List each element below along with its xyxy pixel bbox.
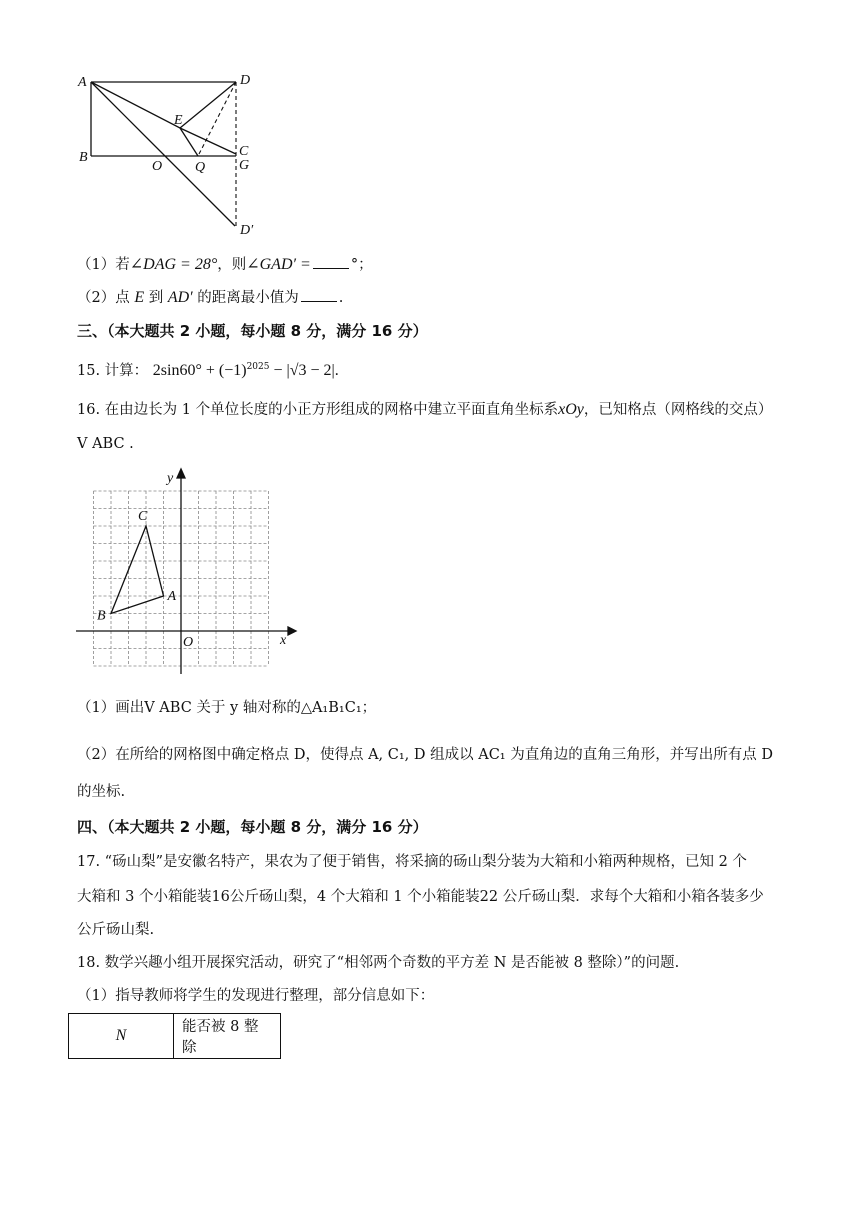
origin-label: O	[183, 635, 194, 650]
q14-angle-gad: ∠GAD′ =	[246, 256, 311, 273]
coordinate-grid-figure	[70, 466, 300, 676]
point-label-C: C	[138, 509, 148, 524]
q17-line1: 17. “砀山梨”是安徽名特产，果农为了便于销售，将采摘的砀山梨分装为大箱和小箱两种规格，已知 2 个	[77, 854, 747, 870]
point-label-B: B	[79, 150, 88, 165]
point-label-E: E	[174, 113, 183, 128]
table-row	[69, 1014, 281, 1059]
x-axis-label: x	[280, 633, 287, 648]
q16-text1-tail: ，已知格点（网格线的交点）	[583, 402, 773, 418]
answer-blank-2[interactable]	[301, 289, 337, 302]
q15-expression-tail: − |√3 − 2|.	[269, 361, 339, 379]
q14-p1-mid: ，则	[217, 257, 247, 273]
q16-line2: V ABC .	[77, 436, 134, 452]
q16-part1: （1）画出V ABC 关于 y 轴对称的△A₁B₁C₁；	[77, 700, 377, 716]
q15	[77, 357, 339, 381]
table-header-divisible: 能否被 8 整除	[174, 1014, 281, 1059]
q14-p2-prefix: （2）点	[77, 290, 130, 306]
q16-text1: 16. 在由边长为 1 个单位长度的小正方形组成的网格中建立平面直角坐标系	[77, 402, 559, 418]
q16-part2-line1: （2）在所给的网格图中确定格点 D，使得点 A, C₁, D 组成以 AC₁ 为直角边的直角三角形，并写出所有点 D	[77, 747, 773, 763]
point-label-A: A	[78, 75, 87, 90]
section-4-title: 四、（本大题共 2 小题，每小题 8 分，满分 16 分）	[77, 818, 428, 836]
q16-line1	[77, 400, 772, 420]
point-label-B: B	[97, 608, 106, 624]
q14-part1	[77, 255, 373, 275]
x-axis-arrow	[288, 627, 296, 635]
q14-p2-mid: 到	[148, 290, 164, 306]
q15-prefix: 15. 计算：	[77, 362, 149, 379]
q14-part2	[77, 288, 343, 308]
q14-p1-prefix: （1）若	[77, 257, 130, 273]
y-axis-arrow	[177, 469, 185, 478]
q16-part2-line2: 的坐标.	[77, 784, 126, 800]
triangle-abc	[111, 526, 164, 614]
q14-angle-dag: ∠DAG = 28°	[129, 256, 218, 273]
q15-exponent: 2025	[246, 362, 270, 372]
q14-p2-end: .	[338, 290, 344, 306]
q18-line2: （1）指导教师将学生的发现进行整理，部分信息如下：	[77, 988, 435, 1004]
q17-line3: 公斤砀山梨.	[77, 922, 155, 938]
q14-line-ad: AD′	[167, 289, 193, 306]
section-3-title: 三、（本大题共 2 小题，每小题 8 分，满分 16 分）	[77, 322, 428, 340]
point-label-A: A	[167, 589, 177, 604]
q14-point-e: E	[134, 289, 145, 306]
q17-line2: 大箱和 3 个小箱能装16公斤砀山梨，4 个大箱和 1 个小箱能装22 公斤砀山梨．求每个大箱和小箱各装多少	[77, 889, 764, 905]
q14-p1-suffix: °；	[350, 257, 373, 273]
q14-p2-suffix: 的距离最小值为	[197, 290, 299, 306]
q16-xoy: xOy	[558, 401, 584, 418]
q18-line1: 18. 数学兴趣小组开展探究活动，研究了“相邻两个奇数的平方差 N 是否能被 8 整除）”的问题.	[77, 955, 680, 971]
point-label-Q: Q	[195, 160, 206, 175]
q15-expression: 2sin60° + (−1)	[152, 361, 247, 379]
point-label-D: D	[240, 73, 251, 88]
point-label-O: O	[152, 159, 163, 174]
y-axis-label: y	[167, 471, 174, 486]
point-label-D-prime: D′	[240, 223, 254, 238]
table-header-n: N	[69, 1014, 174, 1059]
geometry-figure-rectangle	[70, 66, 270, 242]
n-divisibility-table	[68, 1013, 281, 1059]
answer-blank-1[interactable]	[313, 256, 349, 269]
point-label-G: G	[239, 158, 250, 173]
point-label-C: C	[239, 144, 249, 159]
